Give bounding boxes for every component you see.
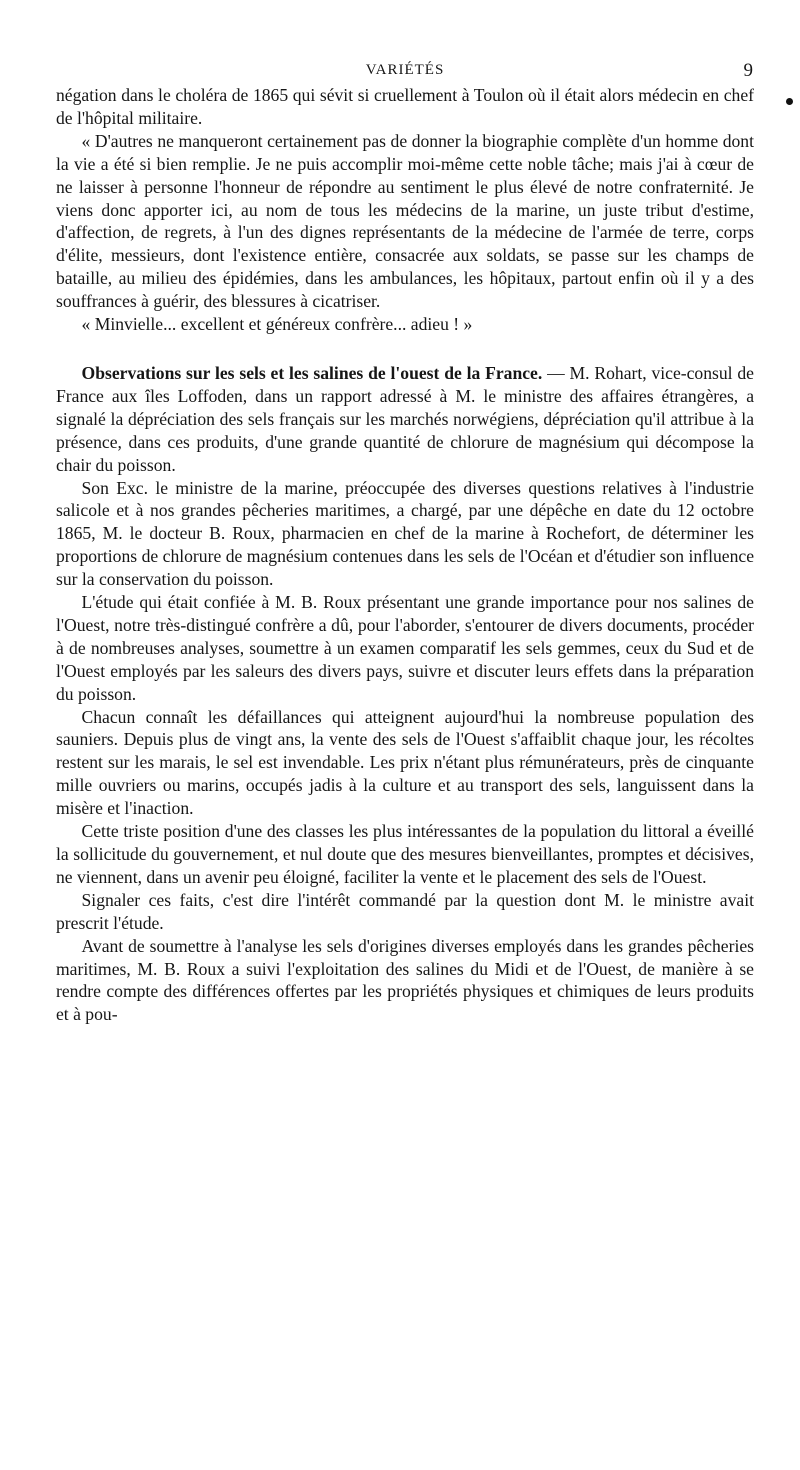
paragraph-section-1: Son Exc. le ministre de la marine, préoccupée des diverses questions relatives à l'industrie salicole et à nos grandes pêcheries maritimes, a chargé, par une dépêche en date du 12 octobre 1865, M. le docteur B. Roux, pharmacien en chef de la marine à Rochefort, de déterminer les proportions de chlorure de magnésium contenues dans les sels de l'Océan et d'étudier son influence sur la conservation du poisson.	[56, 477, 754, 590]
paragraph-intro-1: négation dans le choléra de 1865 qui sévit si cruellement à Toulon où il était alors médecin en chef de l'hôpital militaire.	[56, 85, 754, 128]
section-spacer	[56, 336, 754, 362]
paragraph-section-2: L'étude qui était confiée à M. B. Roux présentant une grande importance pour nos salines de l'Ouest, notre très-distingué confrère a dû, pour l'aborder, s'entourer de divers documents, procéder à de nombreuses analyses, soumettre à un examen comparatif les sels gemmes, ceux du Sud et de l'Ouest employés par les saleurs des divers pays, suivre et discuter leurs effets dans la préparation du poisson.	[56, 592, 754, 704]
section-title: Observations sur les sels et les salines de l'ouest de la France.	[81, 362, 543, 383]
paragraph-section-5: Signaler ces faits, c'est dire l'intérêt commandé par la question dont M. le ministre avait prescrit l'étude.	[56, 889, 754, 933]
paragraph-intro-3: « Minvielle... excellent et généreux confrère... adieu ! »	[81, 314, 473, 335]
body-text	[56, 84, 754, 1026]
margin-ink-dot	[786, 98, 793, 105]
paragraph-section-6: Avant de soumettre à l'analyse les sels d'origines diverses employés dans les grandes pêcheries maritimes, M. B. Roux a suivi l'exploitation des salines du Midi et de l'Ouest, de manière à se rendre compte des différences offertes par les propriétés physiques et chimiques de leurs produits et à pou-	[56, 935, 754, 1025]
page-number: 9	[743, 60, 754, 81]
section-lead-paragraph	[56, 362, 754, 477]
running-title: VARIÉTÉS	[365, 62, 445, 78]
running-header	[56, 58, 754, 84]
section-lead-text: — M. Rohart, vice-consul de France aux îles Loffoden, dans un rapport adressé à M. le ministre des affaires étrangères, a signalé la dépréciation des sels français sur les marchés norwégiens, dépréciation qu'il attribue à la présence, dans ces produits, d'une grande quantité de chlorure de magnésium qui décompose la chair du poisson.	[56, 362, 754, 475]
paragraph-section-4: Cette triste position d'une des classes les plus intéressantes de la population du littoral a éveillé la sollicitude du gouvernement, et nul doute que des mesures bienveillantes, promptes et décisives, ne viennent, dans un avenir peu éloigné, faciliter la vente et le placement des sels de l'Ouest.	[56, 821, 754, 887]
paragraph-section-3: Chacun connaît les défaillances qui atteignent aujourd'hui la nombreuse population des sauniers. Depuis plus de vingt ans, la vente des sels de l'Ouest s'affaiblit chaque jour, les récoltes restent sur les marais, le sel est invendable. Les prix n'étant plus rémunérateurs, près de cinquante mille ouvriers ou marins, occupés jadis à la culture et au transport des sels, languissent dans la misère et l'inaction.	[56, 706, 754, 819]
paragraph-intro-2: « D'autres ne manqueront certainement pas de donner la biographie complète d'un homme dont la vie a été si bien remplie. Je ne puis accomplir moi-même cette noble tâche; mais j'ai à cœur de ne laisser à personne l'honneur de répondre au sentiment le plus élevé de notre confraternité. Je viens donc apporter ici, au nom de tous les médecins de la marine, un juste tribut d'estime, d'affection, de regrets, à l'un des dignes représentants de la médecine de l'armée de terre, corps d'élite, messieurs, dont l'existence entière, consacrée aux soldats, se passe sur les champs de bataille, au milieu des épidémies, dans les ambulances, les hôpitaux, partout enfin où il y a des souffrances à guérir, des blessures à cicatriser.	[56, 130, 754, 312]
